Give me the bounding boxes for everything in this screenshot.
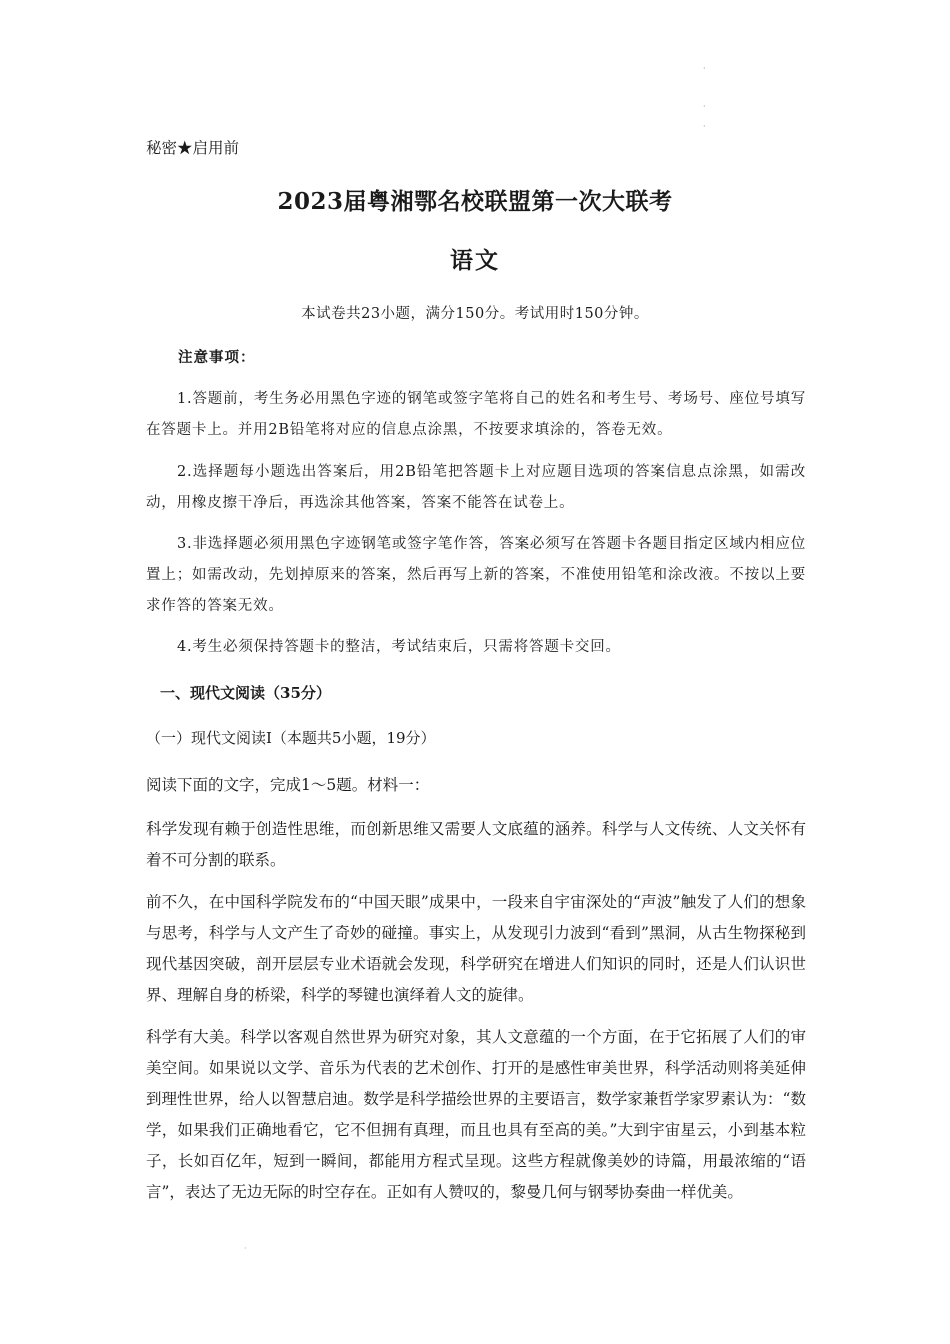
notice-item: 1.答题前，考生务必用黑色字迹的钢笔或签字笔将自己的姓名和考生号、考场号、座位号填写在答题卡上。并用2B铅笔将对应的信息点涂黑，不按要求填涂的，答卷无效。 [146, 391, 806, 438]
subject-title: 语文 [450, 247, 500, 274]
section-heading: 一、现代文阅读（35分） [160, 684, 331, 702]
reading-instruction: 阅读下面的文字，完成1～5题。材料一： [146, 776, 430, 794]
exam-title: 2023届粤湘鄂名校联盟第一次大联考 [277, 188, 673, 215]
notice-item: 4.考生必须保持答题卡的整洁，考试结束后，只需将答题卡交回。 [177, 639, 621, 655]
exam-info: 本试卷共23小题，满分150分。考试用时150分钟。 [301, 306, 649, 322]
scan-mark: · [703, 64, 706, 73]
reading-paragraph: 科学发现有赖于创造性思维，而创新思维又需要人文底蕴的涵养。科学与人文传统、人文关怀有着不可分割的联系。 [146, 820, 806, 869]
scan-mark: · [703, 102, 706, 111]
subsection-heading: （一）现代文阅读Ⅰ（本题共5小题，19分） [146, 729, 436, 747]
scan-mark: · [703, 122, 706, 131]
reading-paragraph: 科学有大美。科学以客观自然世界为研究对象，其人文意蕴的一个方面，在于它拓展了人们的审美空间。如果说以文学、音乐为代表的艺术创作、打开的是感性审美世界，科学活动则将美延伸到理性世界，给人以智慧启迪。数学是科学描绘世界的主要语言，数学家兼哲学家罗素认为：“数学，如果我们正确地看它，它不但拥有真理，而且也具有至高的美。”大到宇宙星云，小到基本粒子，长如百亿年，短到一瞬间，都能用方程式呈现。这些方程就像美妙的诗篇，用最浓缩的“语言”，表达了无边无际的时空存在。正如有人赞叹的，黎曼几何与钢琴协奏曲一样优美。 [146, 1028, 806, 1201]
notice-item: 3.非选择题必须用黑色字迹钢笔或签字笔作答，答案必须写在答题卡各题目指定区域内相应位置上；如需改动，先划掉原来的答案，然后再写上新的答案，不准使用铅笔和涂改液。不按以上要求作答的答案无效。 [146, 536, 806, 614]
reading-paragraph: 前不久，在中国科学院发布的“中国天眼”成果中，一段来自宇宙深处的“声波”触发了人们的想象与思考，科学与人文产生了奇妙的碰撞。事实上，从发现引力波到“看到”黑洞，从古生物探秘到现代基因突破，剖开层层专业术语就会发现，科学研究在增进人们知识的同时，还是人们认识世界、理解自身的桥梁，科学的琴键也演绎着人文的旋律。 [146, 893, 806, 1004]
notice-heading: 注意事项： [178, 349, 256, 366]
confidential-label: 秘密★启用前 [146, 139, 240, 157]
scan-mark: · [244, 1244, 247, 1253]
notice-item: 2.选择题每小题选出答案后，用2B铅笔把答题卡上对应题目选项的答案信息点涂黑，如需改动，用橡皮擦干净后，再选涂其他答案，答案不能答在试卷上。 [146, 464, 806, 511]
